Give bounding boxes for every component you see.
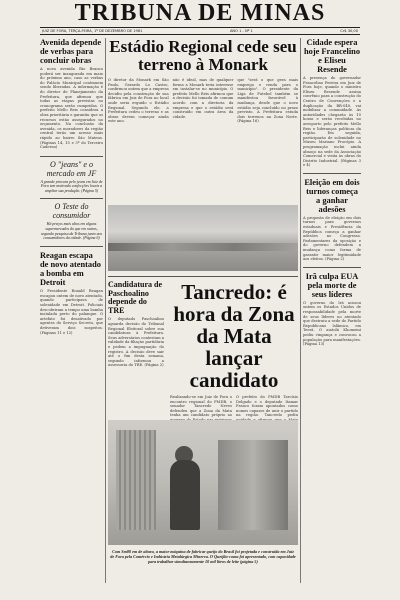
column-rule-left (105, 38, 106, 583)
left-divider-1 (40, 156, 103, 157)
right-divider-2 (303, 267, 361, 268)
photo-machine (218, 440, 288, 530)
top-story-col-2: não é ideal, mas de qualquer forma a Monark teria interesse em instalar-se no município. O prefeito Mello Reis afirmou que a decisão foi tomada de comum acordo com a diretoria da empresa e que o estádio será construído em outra área da cidade. (172, 78, 234, 119)
photo-worker-body (170, 460, 200, 530)
right-column (303, 38, 361, 347)
right-story1-body: A presença do governador Francelino Pereira em Juiz de Fora hoje, quando o ministro Eliseu Resende assina convênio para a construção do Centro de Convenções e a duplicação da BR-040, vai mobilizar a comunidade. As autoridades chegarão às 10 horas e serão recebidas no aeroporto pelo prefeito Mello Reis e lideranças políticas da região. Em seguida, participarão de solenidade no Museu Mariano Procópio. A programação inclui ainda almoço na sede da Associação Comercial e visita às obras do Distrito Industrial. (Páginas 3 e 4) (303, 76, 361, 168)
photo-rack (116, 430, 156, 530)
tancredo-col-1: Realizando-se em Juiz de Fora o encontro regional do PMDB, o senador Tancredo Neves defendeu que a Zona da Mata tenha um candidato próprio ao (170, 395, 232, 418)
right-story2-body: A proposta de eleição em dois turnos para governos estaduais e Presidência da República começa a ganhar adesões no Congresso. Parlamentares da oposição e do governo defendem a mudança como forma de garantir maior legitimidade aos eleitos. (Página 2) (303, 215, 361, 262)
paschoalino-body: O deputado Paschoalino aguarda decisão do Tribunal Regional Eleitoral sobre sua candidatura à Prefeitura. Seus adversários contestam a validade da filiação partidária e pedem a impugnação do registro. A decisão deve sair até o fim desta semana, segundo informou a assessoria do TRE. (Página 2) (108, 317, 165, 368)
left-story2-body: O Presidente Ronald Reagan escapou ontem de novo atentado, quando participava de solenidade em Detroit. Policiais descobriram a tempo uma bomba instalada perto do palanque. O artefato foi desativado por agentes do Serviço Secreto, que detiveram dois suspeitos. (Páginas 11 e 12) (40, 289, 103, 335)
top-center-story (108, 38, 298, 124)
left-box1-body: A grande procura pelo jeans em Juiz de Fora tem motivado confecções locais a ampliar sua produção. (Página 5) (40, 179, 103, 194)
right-divider-1 (303, 173, 361, 174)
tancredo-col-2: O prefeito do PMDB Tarcísio Delgado e o deputado Itamar Franco foram apontados como nomes capazes de unir o partido na região. Tancredo pediu (236, 395, 298, 418)
dateline-price: Cr$ 30,00 (340, 29, 358, 33)
dateline-bar (40, 27, 360, 35)
right-story3-body: O governo do Irã acusou ontem os Estados Unidos de responsabilidade pela morte de seus líderes no atentado que destruiu a sede do Partido Republicano Islâmico, em Teerã. O aiatolá Khomeini pediu vingança e convocou a população para manifestações. (Página 13) (303, 300, 361, 347)
column-rule-right (300, 38, 301, 583)
left-divider-2 (40, 198, 103, 199)
left-box1-headline: O "jeans" e o mercado em JF (46, 159, 97, 178)
top-story-col-3: que "será o que gera mais emprego e renda para o município". O presidente da Liga de Futebol também se manifestou favorável à mudança, desde que o novo estádio seja concluído no prazo previsto. A Prefeitura estuda dois terrenos na Zona Norte. (Página 16) (237, 78, 299, 124)
cheese-machine-photo (108, 420, 298, 545)
left-box2-body: Há preços mais altos em alguns supermercados do que em outros, segundo pesquisa da Tribuna junto aos consumidores da cidade. (Página 6) (40, 222, 103, 241)
masthead-title: TRIBUNA DE MINAS (74, 0, 326, 26)
left-story1-body: A nova avenida Rio Branco poderá ser inaugurada em maio do próximo ano, caso as verbas do Palácio Municipal continuem sendo liberadas. A informação é do diretor de Planejamento da Prefeitura, que afirmou que todas as etapas previstas no cronograma serão cumpridas. O prefeito Mello Reis considera a obra prioritária e garantiu que os recursos estão assegurados no orçamento. Na conclusão da avenida, os moradores da região central terão um acesso mais rápido ao bairro São Mateus. (Páginas 14, 15 e 3º do Terceiro Caderno) (40, 67, 103, 150)
center-divider (108, 276, 298, 277)
left-story1-headline: Avenida depende de verbas para concluir obras (40, 38, 102, 65)
tancredo-headline: Tancredo: é hora da Zona da Mata lançar candidato (173, 280, 295, 392)
left-column (40, 38, 103, 335)
paschoalino-headline: Candidatura de Paschoalino depende do TRE (108, 280, 163, 315)
photo-hill-ridge (108, 243, 298, 251)
right-story2-headline: Eleição em dois turnos começa a ganhar adesões (304, 177, 360, 214)
lower-center-story (108, 281, 298, 432)
top-story-columns (108, 78, 298, 124)
right-story1-headline: Cidade espera hoje Francelino e Eliseu Resende (303, 38, 361, 74)
right-story3-headline: Irã culpa EUA pela morte de seus líderes (305, 271, 359, 299)
dateline-date: JUIZ DE FORA, TERÇA-FEIRA, 1º DE DEZEMBRO DE 1981 (42, 29, 143, 33)
top-story-headline: Estádio Regional cede seu terreno à Monark (109, 37, 297, 74)
photo-caption: Com Sm80 em de altura, a maior máquina de fabricar queijo do Brasil foi projetada e construída em Juiz de Fora pela Comércio e Indústria Metalúrgica Minerva. O Queijão-coma foi apresentado, com capacidade para trabalhar simultaneamente 10 mil litros de leite (página 5) (110, 549, 296, 565)
dateline-edition: ANO 1 - Nº 1 (229, 29, 253, 33)
left-box2-headline: O Teste do consumidor (52, 202, 91, 221)
left-story2-headline: Reagan escapa de novo atentado a bomba em Detroit (40, 251, 101, 288)
tancredo-story (170, 281, 298, 432)
top-story-col-1: O diretor da Monark em São Paulo, Gerardo Lo Castro, confirmou ontem que a empresa decidiu pela construção de sua fábrica em Juiz de Fora no local onde seria erguido o Estádio Regional. Segundo ele, a Prefeitura cedeu o terreno e as obras devem começar ainda este ano. (108, 78, 169, 124)
stadium-terrain-photo (108, 205, 298, 271)
paschoalino-story (108, 281, 164, 432)
left-divider-3 (40, 246, 103, 247)
